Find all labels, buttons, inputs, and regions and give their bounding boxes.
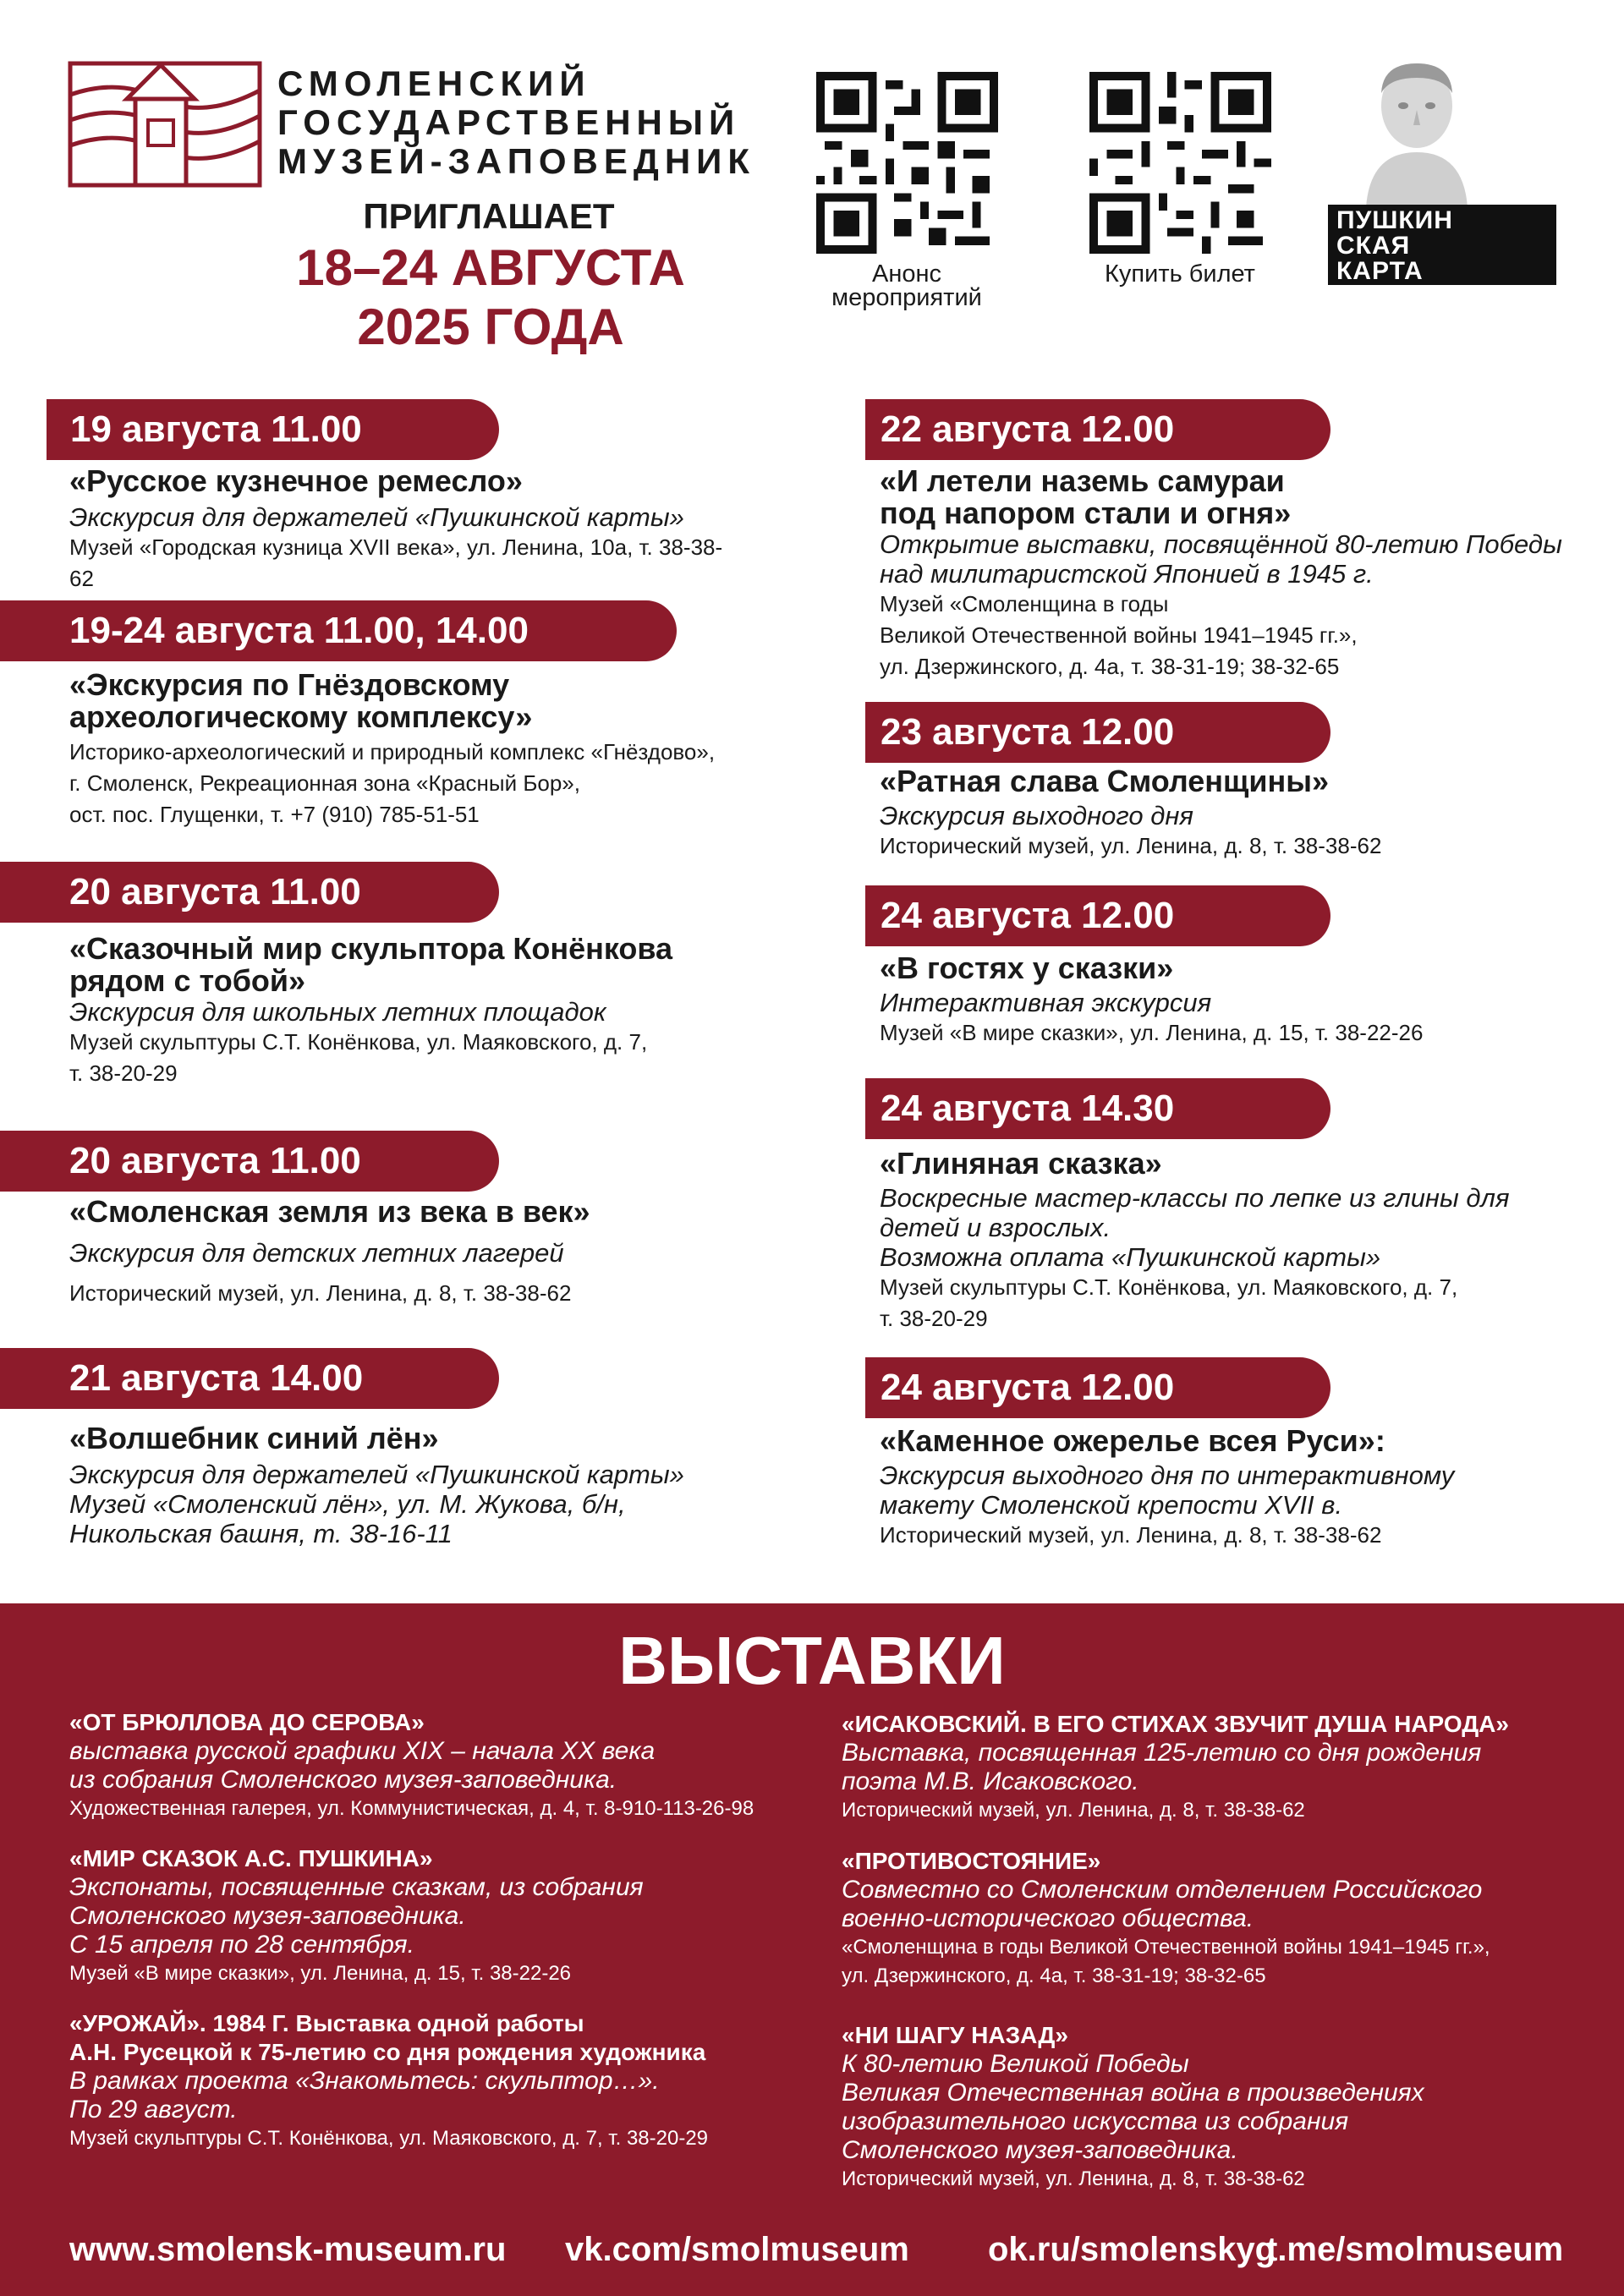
- qr1-caption-line2: мероприятий: [831, 284, 982, 311]
- event-card: [880, 1425, 1607, 1551]
- event-title-line2: рядом с тобой»: [69, 963, 306, 998]
- exhibition-desc-line2: По 29 август.: [69, 2096, 238, 2123]
- exhibition-desc-line2: поэта М.В. Исаковского.: [842, 1767, 1139, 1795]
- event-type: Интерактивная экскурсия: [880, 988, 1212, 1017]
- event-title-line1: «Экскурсия по Гнёздовскому: [69, 667, 510, 702]
- pushkin-card-line1: ПУШКИН: [1336, 206, 1453, 234]
- event-title: «Волшебник синий лён»: [69, 1421, 439, 1455]
- event-date-header: 19-24 августа 11.00, 14.00: [0, 600, 677, 661]
- exhibition-item: [69, 1844, 831, 1988]
- event-address-line1: Музей скульптуры С.Т. Конёнкова, ул. Маяковского, д. 7,: [880, 1274, 1458, 1300]
- qr1-caption-line1: Анонс: [871, 260, 941, 288]
- vk-link[interactable]: vk.com/smolmuseum: [565, 2231, 909, 2268]
- event-type-line2: детей и взрослых.: [880, 1213, 1111, 1242]
- event-title: «Смоленская земля из века в век»: [69, 1194, 590, 1229]
- event-type-line2: макету Смоленской крепости XVII в.: [880, 1490, 1343, 1520]
- exhibition-title-line2: А.Н. Русецкой к 75-летию со дня рождения художника: [69, 2039, 706, 2065]
- event-card: [880, 465, 1599, 682]
- exhibition-desc-line1: К 80-летию Великой Победы: [842, 2050, 1189, 2078]
- exhibition-desc-line1: Выставка, посвященная 125-летию со дня рождения: [842, 1739, 1482, 1767]
- event-date-header: 24 августа 12.00: [865, 885, 1330, 946]
- event-address-line2: Никольская башня, т. 38-16-11: [69, 1519, 453, 1548]
- exhibition-item: [842, 1847, 1603, 1991]
- pushkin-card-line2: СКАЯ: [1336, 232, 1411, 260]
- event-date-header: 22 августа 12.00: [865, 399, 1330, 460]
- event-address-line2: т. 38-20-29: [880, 1306, 988, 1331]
- museum-logo: [68, 61, 262, 188]
- exhibition-desc-line2: Смоленского музея-заповедника.: [69, 1902, 466, 1930]
- exhibition-item: [842, 1710, 1603, 1825]
- event-type: Экскурсия для школьных летних площадок: [69, 997, 606, 1027]
- event-title: «В гостях у сказки»: [880, 951, 1174, 985]
- exhibition-address: Исторический музей, ул. Ленина, д. 8, т. 38-38-62: [842, 2167, 1305, 2190]
- event-address: Исторический музей, ул. Ленина, д. 8, т. 38-38-62: [69, 1280, 572, 1306]
- event-title: «Русское кузнечное ремесло»: [69, 463, 523, 498]
- exhibition-address-line2: ул. Дзержинского, д. 4а, т. 38-31-19; 38-32-65: [842, 1964, 1266, 1987]
- qr2-caption: Купить билет: [1105, 260, 1255, 288]
- org-name-line1: СМОЛЕНСКИЙ: [277, 63, 591, 103]
- event-address: Музей «Городская кузница XVII века», ул. Ленина, 10а, т. 38-38-62: [69, 534, 723, 591]
- event-card: [69, 1196, 746, 1309]
- exhibition-desc-line4: Смоленского музея-заповедника.: [842, 2136, 1238, 2164]
- event-date-header: 23 августа 12.00: [865, 702, 1330, 763]
- event-title: «Глиняная сказка»: [880, 1146, 1162, 1181]
- event-address-line1: Музей «Смоленщина в годы: [880, 591, 1169, 616]
- exhibition-title: «ИСАКОВСКИЙ. В ЕГО СТИХАХ ЗВУЧИТ ДУША НАРОДА»: [842, 1711, 1509, 1737]
- exhibition-address-line1: «Смоленщина в годы Великой Отечественной войны 1941–1945 гг.»,: [842, 1936, 1490, 1959]
- event-date-header: 20 августа 11.00: [0, 862, 499, 923]
- event-type: Экскурсия для держателей «Пушкинской карты»: [69, 502, 684, 532]
- exhibition-item: [69, 1708, 831, 1823]
- exhibition-desc-line2: Великая Отечественная война в произведениях: [842, 2079, 1424, 2107]
- event-address-line3: ул. Дзержинского, д. 4а, т. 38-31-19; 38-32-65: [880, 654, 1340, 679]
- event-address-line1: Музей скульптуры С.Т. Конёнкова, ул. Маяковского, д. 7,: [69, 1029, 648, 1055]
- event-type-line1: Воскресные мастер-классы по лепке из глины для: [880, 1183, 1510, 1213]
- event-type-line2: над милитаристской Японией в 1945 г.: [880, 559, 1374, 589]
- event-address-line2: Великой Отечественной войны 1941–1945 гг.»,: [880, 622, 1358, 648]
- qr1-caption: [805, 262, 1008, 310]
- event-dates-line1: 18–24 АВГУСТА: [296, 239, 685, 296]
- pushkin-portrait-icon: [1349, 59, 1484, 207]
- invites-text: ПРИГЛАШАЕТ: [363, 196, 615, 236]
- exhibition-title-line1: «УРОЖАЙ». 1984 Г. Выставка одной работы: [69, 2010, 584, 2036]
- exhibition-title: «НИ ШАГУ НАЗАД»: [842, 2022, 1068, 2048]
- event-address-line3: ост. пос. Глущенки, т. +7 (910) 785-51-51: [69, 802, 480, 827]
- event-dates: [254, 238, 727, 357]
- event-type-line1: Открытие выставки, посвящённой 80-летию Победы: [880, 529, 1562, 559]
- exhibition-item: [69, 2009, 831, 2153]
- qr-code-buy-ticket[interactable]: [1089, 72, 1271, 254]
- event-address-line2: г. Смоленск, Рекреационная зона «Красный Бор»,: [69, 770, 580, 796]
- event-title-line2: археологическому комплексу»: [69, 699, 533, 734]
- ok-link[interactable]: ok.ru/smolenskyg: [988, 2231, 1276, 2268]
- exhibition-desc-line1: Совместно со Смоленским отделением Российского: [842, 1876, 1483, 1904]
- exhibitions-title: ВЫСТАВКИ: [618, 1623, 1006, 1698]
- event-type-line1: Экскурсия выходного дня по интерактивному: [880, 1460, 1455, 1490]
- event-date-header: 24 августа 12.00: [865, 1357, 1330, 1418]
- exhibition-desc-line2: из собрания Смоленского музея-заповедника.: [69, 1766, 617, 1794]
- exhibition-address: Художественная галерея, ул. Коммунистическая, д. 4, т. 8-910-113-26-98: [69, 1797, 754, 1820]
- exhibition-item: [842, 2021, 1603, 2194]
- event-title-line2: под напором стали и огня»: [880, 496, 1292, 530]
- event-date-header: 21 августа 14.00: [0, 1348, 499, 1409]
- exhibition-desc-line1: выставка русской графики XIX – начала XX века: [69, 1737, 656, 1765]
- event-type: Экскурсия для детских летних лагерей: [69, 1238, 564, 1268]
- event-date-header: 24 августа 14.30: [865, 1078, 1330, 1139]
- event-date-header: 19 августа 11.00: [47, 399, 499, 460]
- event-card: [69, 465, 746, 595]
- event-title: «Ратная слава Смоленщины»: [880, 764, 1329, 798]
- qr-code-announcements[interactable]: [816, 72, 998, 254]
- event-title-line1: «И летели наземь самураи: [880, 463, 1285, 498]
- exhibition-title: «ПРОТИВОСТОЯНИЕ»: [842, 1848, 1101, 1874]
- event-address-line1: Музей «Смоленский лён», ул. М. Жукова, б/н,: [69, 1489, 626, 1519]
- website-link[interactable]: www.smolensk-museum.ru: [69, 2231, 507, 2268]
- event-title-line1: «Сказочный мир скульптора Конёнкова: [69, 931, 673, 966]
- event-address: Исторический музей, ул. Ленина, д. 8, т. 38-38-62: [880, 1522, 1382, 1548]
- event-card: [69, 933, 746, 1089]
- exhibition-desc-line2: военно-исторического общества.: [842, 1904, 1254, 1932]
- pushkin-card-line3: КАРТА: [1336, 257, 1424, 285]
- event-card: [880, 765, 1599, 862]
- exhibition-address: Музей «В мире сказки», ул. Ленина, д. 15, т. 38-22-26: [69, 1962, 572, 1985]
- event-address-line1: Историко-археологический и природный комплекс «Гнёздово»,: [69, 739, 716, 764]
- event-card: [880, 1148, 1607, 1334]
- event-card: [69, 669, 746, 830]
- org-name-line2: ГОСУДАРСТВЕННЫЙ: [277, 102, 741, 142]
- event-type: Экскурсия для держателей «Пушкинской карты»: [69, 1460, 684, 1489]
- exhibition-address: Музей скульптуры С.Т. Конёнкова, ул. Маяковского, д. 7, т. 38-20-29: [69, 2127, 709, 2150]
- telegram-link[interactable]: t.me/smolmuseum: [1266, 2231, 1564, 2268]
- event-type: Экскурсия выходного дня: [880, 801, 1193, 830]
- exhibition-desc-line3: С 15 апреля по 28 сентября.: [69, 1931, 414, 1959]
- exhibition-desc-line3: изобразительного искусства из собрания: [842, 2107, 1349, 2135]
- event-title: «Каменное ожерелье всея Руси»:: [880, 1423, 1385, 1458]
- event-date-header: 20 августа 11.00: [0, 1131, 499, 1192]
- event-card: [69, 1422, 746, 1548]
- event-address-line2: т. 38-20-29: [69, 1060, 178, 1086]
- event-card: [880, 952, 1599, 1049]
- exhibition-desc-line1: В рамках проекта «Знакомьтесь: скульптор…».: [69, 2067, 660, 2095]
- event-dates-line2: 2025 ГОДА: [357, 299, 624, 355]
- pushkin-card-logo: [1328, 205, 1556, 285]
- exhibition-title: «МИР СКАЗОК А.С. ПУШКИНА»: [69, 1845, 433, 1871]
- event-address: Музей «В мире сказки», ул. Ленина, д. 15, т. 38-22-26: [880, 1020, 1424, 1045]
- exhibition-address: Исторический музей, ул. Ленина, д. 8, т. 38-38-62: [842, 1799, 1305, 1822]
- event-type-line3: Возможна оплата «Пушкинской карты»: [880, 1242, 1381, 1272]
- exhibition-title: «ОТ БРЮЛЛОВА ДО СЕРОВА»: [69, 1709, 425, 1735]
- exhibition-desc-line1: Экспонаты, посвященные сказкам, из собрания: [69, 1873, 644, 1901]
- event-address: Исторический музей, ул. Ленина, д. 8, т. 38-38-62: [880, 833, 1382, 858]
- org-name-line3: МУЗЕЙ-ЗАПОВЕДНИК: [277, 141, 755, 181]
